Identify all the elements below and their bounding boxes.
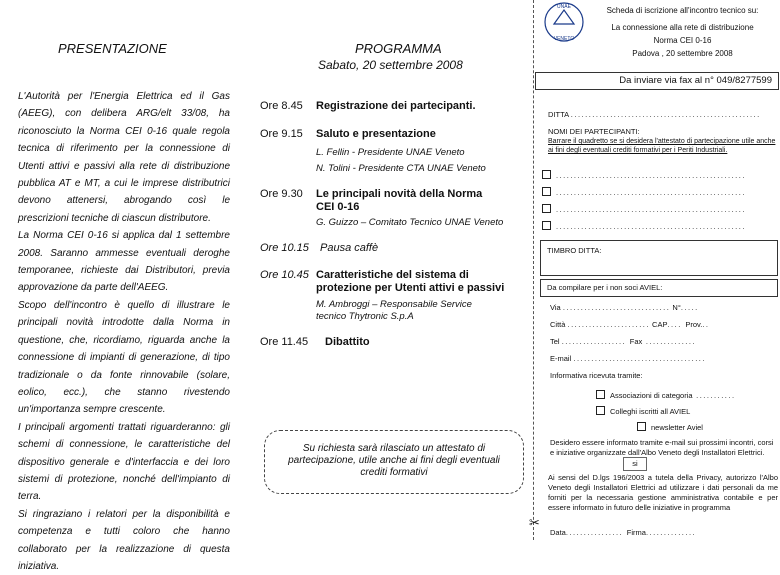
cut-line xyxy=(533,0,534,540)
nomi-label: NOMI DEI PARTECIPANTI: xyxy=(548,127,640,136)
opt-checkbox[interactable] xyxy=(596,390,605,399)
ditta-field[interactable]: DITTA ..................................................... xyxy=(548,110,761,119)
attestato-checkbox[interactable] xyxy=(542,187,551,196)
compile-label: Da compilare per i non soci AVIEL: xyxy=(547,283,663,292)
attestato-checkbox[interactable] xyxy=(542,221,551,230)
opt-colleghi: Colleghi iscritti all AVIEL xyxy=(610,407,691,416)
data-firma-field[interactable]: Data................ Firma.............. xyxy=(550,528,697,537)
opt-checkbox[interactable] xyxy=(596,406,605,415)
email-field[interactable]: E-mail ..................................... xyxy=(550,354,706,363)
opt-checkbox[interactable] xyxy=(637,422,646,431)
via-label: Via xyxy=(550,303,561,312)
via-field[interactable]: Via .............................. N°..... xyxy=(550,303,699,312)
participant-line[interactable]: ..................................................... xyxy=(556,205,746,214)
item-title: Saluto e presentazione xyxy=(316,128,436,140)
cap-label: CAP xyxy=(652,320,668,329)
paragraph: La Norma CEI 0-16 si applica dal 1 settembre 2008. Saranno ammesse eventuali deroghe temporanee, richieste dai Distributori, previa approvazione da parte dell'AEEG. xyxy=(18,230,230,294)
data-label: Data xyxy=(550,528,566,537)
participant-line[interactable]: ..................................................... xyxy=(556,222,746,231)
item-speakers: L. Fellin - Presidente UNAE Veneto N. Tolini - Presidente CTA UNAE Veneto xyxy=(316,147,486,174)
form-header xyxy=(590,4,775,60)
ditta-label: DITTA xyxy=(548,110,569,119)
participant-line[interactable]: ..................................................... xyxy=(556,188,746,197)
tel-label: Tel xyxy=(550,337,560,346)
header-line: Scheda di iscrizione all'incontro tecnico su: xyxy=(606,6,759,15)
presentazione-title: PRESENTAZIONE xyxy=(58,41,167,56)
item-time: Ore 8.45 xyxy=(260,100,303,112)
item-time: Ore 10.15 xyxy=(260,242,309,254)
privacy-text: Ai sensi del D.lgs 196/2003 a tutela della Privacy, autorizzo l'Albo Veneto degli Installatori Elettrici ad utilizzare i dati personali da me forniti per la necessaria gestione amministrativa contabile e per essere informato in futuro delle iniziative in programma xyxy=(548,473,778,512)
logo-text: UNAE xyxy=(557,4,571,10)
tel-field[interactable]: Tel .................. Fax .............. xyxy=(550,337,697,346)
attestato-checkbox[interactable] xyxy=(542,170,551,179)
header-line: Padova , 20 settembre 2008 xyxy=(632,49,733,58)
firma-label: Firma xyxy=(626,528,646,537)
info-label: Informativa ricevuta tramite: xyxy=(550,371,643,380)
timbro-box[interactable] xyxy=(540,240,778,276)
attestato-note: Su richiesta sarà rilasciato un attestato di partecipazione, utile anche ai fini degli eventuali crediti formativi xyxy=(264,430,524,494)
fax-label: Fax xyxy=(629,337,643,346)
paragraph: Scopo dell'incontro è quello di illustrare le principali novità introdotte dalla Norma in questione, che, ricordiamo, riguarda anche la connessione di impianti di generazione, di tipo tradizionale o da fonte rinnovabile (solare, eolico, ecc.), che stanno rivestendo un'importanza sempre crescente. xyxy=(18,299,230,416)
item-title: Dibattito xyxy=(325,336,370,348)
presentazione-text xyxy=(18,88,230,575)
num-label: N° xyxy=(672,303,681,312)
header-line: La connessione alla rete di distribuzione xyxy=(611,23,754,32)
paragraph: L'Autorità per l'Energia Elettrica ed il Gas (AEEG), con delibera ARG/elt 33/08, ha riconosciuto la Norma CEI 0-16 quale regola tecnica di riferimento per la connessione di Utenti attivi e passivi alla rete di distribuzione pubblica AT e MT, a cui le imprese distributrici devono attenersi, abrogando così le prescrizioni tecniche di ciascun distributore. xyxy=(18,91,230,224)
paragraph: I principali argomenti trattati riguarderanno: gli schemi di connessione, le caratteristiche del dispositivo generale e d'interfaccia e dei loro sistemi di protezione, nonché dell'impianto di terra. xyxy=(18,421,230,503)
compile-box xyxy=(540,279,778,297)
nomi-note: Barrare il quadretto se si desidera l'attestato di partecipazione utile anche ai fini degli eventuali crediti formativi per i Periti Industriali. xyxy=(548,138,776,154)
desidero-text: Desidero essere informato tramite e-mail sui prossimi incontri, corsi e iniziative organizzate dall'Albo Veneto degli Installatori Elettrici. xyxy=(550,438,774,457)
paragraph: Si ringraziano i relatori per la disponibilità e competenza e tutti coloro che hanno collaborato per la realizzazione di questa iniziativa. xyxy=(18,508,230,572)
logo-text: VENETO xyxy=(553,36,575,42)
scissors-icon: ✂ xyxy=(529,515,540,530)
item-time: Ore 9.30 xyxy=(260,188,303,200)
item-title: Pausa caffè xyxy=(320,242,379,254)
si-checkbox[interactable]: si xyxy=(623,457,647,471)
email-label: E-mail xyxy=(550,354,572,363)
prov-label: Prov. xyxy=(685,320,703,329)
opt-newsletter: newsletter Aviel xyxy=(651,423,703,432)
item-speaker: G. Guizzo – Comitato Tecnico UNAE Veneto xyxy=(316,217,504,228)
item-time: Ore 9.15 xyxy=(260,128,303,140)
unae-logo xyxy=(542,0,586,44)
opt-associazioni: Associazioni di categoria ........... xyxy=(610,391,736,400)
item-title: Le principali novità della Norma CEI 0-16 xyxy=(316,188,483,213)
fax-box: Da inviare via fax al n° 049/8277599 xyxy=(535,72,779,90)
item-time: Ore 11.45 xyxy=(260,336,309,348)
item-title: Registrazione dei partecipanti. xyxy=(316,100,476,112)
citta-field[interactable]: Città ....................... CAP.... Prov... xyxy=(550,320,710,329)
header-line: Norma CEI 0-16 xyxy=(653,36,712,45)
participant-line[interactable]: ..................................................... xyxy=(556,171,746,180)
item-speaker: M. Ambroggi – Responsabile Service tecnico Thytronic S.p.A xyxy=(316,299,472,322)
attestato-checkbox[interactable] xyxy=(542,204,551,213)
item-time: Ore 10.45 xyxy=(260,269,309,281)
timbro-label: TIMBRO DITTA: xyxy=(547,246,602,255)
programma-title: PROGRAMMA xyxy=(355,41,442,56)
item-title: Caratteristiche del sistema di protezione per Utenti attivi e passivi xyxy=(316,269,505,294)
programma-date: Sabato, 20 settembre 2008 xyxy=(318,58,463,72)
citta-label: Città xyxy=(550,320,566,329)
